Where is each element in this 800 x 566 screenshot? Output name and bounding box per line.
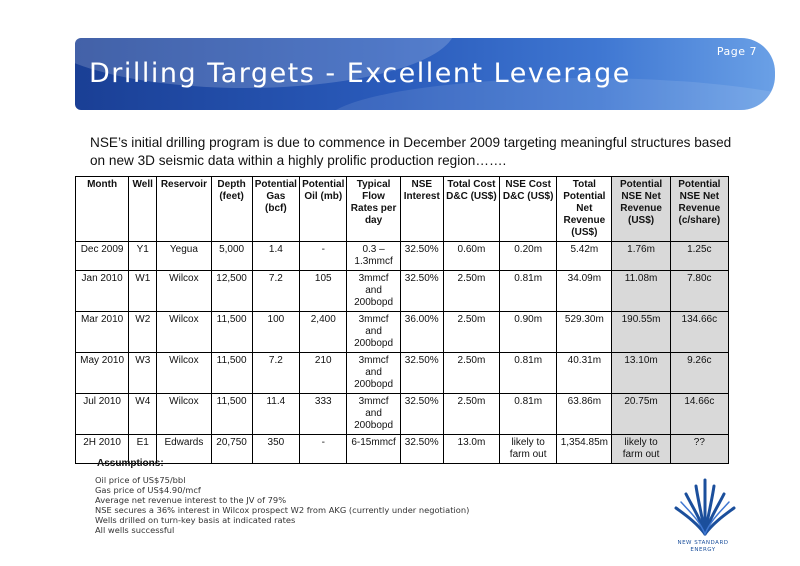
- table-cell: 34.09m: [557, 271, 612, 312]
- table-cell: 7.80c: [670, 271, 728, 312]
- assumptions-title: Assumptions:: [97, 458, 164, 469]
- table-cell: 2.50m: [443, 394, 499, 435]
- table-cell: 2,400: [300, 312, 347, 353]
- table-cell: 210: [300, 353, 347, 394]
- table-cell: 11.08m: [612, 271, 670, 312]
- table-cell: likely to farm out: [500, 435, 557, 464]
- table-cell: 12,500: [211, 271, 252, 312]
- column-header: Typical Flow Rates per day: [347, 177, 400, 242]
- table-cell: 350: [252, 435, 299, 464]
- table-row: [76, 394, 729, 435]
- table-cell: 7.2: [252, 353, 299, 394]
- table-cell: Yegua: [157, 242, 211, 271]
- table-cell: 1.4: [252, 242, 299, 271]
- table-cell: 11.4: [252, 394, 299, 435]
- table-cell: 529.30m: [557, 312, 612, 353]
- table-cell: 3mmcf and 200bopd: [347, 312, 400, 353]
- table-cell: 3mmcf and 200bopd: [347, 271, 400, 312]
- table-cell: 20,750: [211, 435, 252, 464]
- table-cell: 2.50m: [443, 353, 499, 394]
- table-cell: W4: [129, 394, 157, 435]
- table-cell: 32.50%: [400, 353, 443, 394]
- drilling-targets-table: [75, 176, 729, 464]
- table-row: [76, 242, 729, 271]
- table-cell: 9.26c: [670, 353, 728, 394]
- table-cell: May 2010: [76, 353, 129, 394]
- table-cell: 0.81m: [500, 394, 557, 435]
- table-cell: Jan 2010: [76, 271, 129, 312]
- table-cell: 1.25c: [670, 242, 728, 271]
- list-item: Gas price of US$4.90/mcf: [95, 485, 201, 495]
- table-cell: 0.60m: [443, 242, 499, 271]
- table-cell: 3mmcf and 200bopd: [347, 353, 400, 394]
- table-cell: 20.75m: [612, 394, 670, 435]
- table-cell: Edwards: [157, 435, 211, 464]
- table-cell: 1.76m: [612, 242, 670, 271]
- table-cell: 6-15mmcf: [347, 435, 400, 464]
- table-cell: 13.10m: [612, 353, 670, 394]
- list-item: NSE secures a 36% interest in Wilcox prospect W2 from AKG (currently under negotiation): [95, 505, 470, 515]
- table-cell: 333: [300, 394, 347, 435]
- column-header: Depth (feet): [211, 177, 252, 242]
- table-cell: Wilcox: [157, 312, 211, 353]
- table-cell: 32.50%: [400, 394, 443, 435]
- table-cell: Jul 2010: [76, 394, 129, 435]
- table-cell: 11,500: [211, 394, 252, 435]
- logo-text: NEW STANDARD ENERGY: [677, 540, 729, 553]
- table-row: [76, 353, 729, 394]
- header-banner: [75, 38, 775, 110]
- table-cell: 40.31m: [557, 353, 612, 394]
- table-cell: ??: [670, 435, 728, 464]
- new-standard-energy-logo-icon: [670, 470, 740, 540]
- assumptions-list: [95, 475, 469, 535]
- table-cell: 0.81m: [500, 353, 557, 394]
- table-cell: 190.55m: [612, 312, 670, 353]
- list-item: Wells drilled on turn-key basis at indicated rates: [95, 515, 296, 525]
- table-cell: Y1: [129, 242, 157, 271]
- column-header: Month: [76, 177, 129, 242]
- table-cell: 0.81m: [500, 271, 557, 312]
- table-cell: 5.42m: [557, 242, 612, 271]
- table-cell: Mar 2010: [76, 312, 129, 353]
- table-cell: 11,500: [211, 353, 252, 394]
- column-header: NSE Interest: [400, 177, 443, 242]
- table-cell: 2.50m: [443, 271, 499, 312]
- list-item: Average net revenue interest to the JV of 79%: [95, 495, 287, 505]
- intro-text: NSE’s initial drilling program is due to commence in December 2009 targeting meaningful structures based on new 3D seismic data within a highly prolific production region…….: [90, 135, 732, 168]
- table-cell: 3mmcf and 200bopd: [347, 394, 400, 435]
- table-header-row: [76, 177, 729, 242]
- column-header: Reservoir: [157, 177, 211, 242]
- table-cell: 105: [300, 271, 347, 312]
- table-cell: 13.0m: [443, 435, 499, 464]
- table-cell: 32.50%: [400, 271, 443, 312]
- page-number: Page 7: [716, 45, 757, 58]
- table-cell: 32.50%: [400, 242, 443, 271]
- table-cell: 63.86m: [557, 394, 612, 435]
- table-cell: 36.00%: [400, 312, 443, 353]
- table-cell: -: [300, 435, 347, 464]
- table-cell: 0.20m: [500, 242, 557, 271]
- table-cell: W2: [129, 312, 157, 353]
- table-cell: 2.50m: [443, 312, 499, 353]
- list-item: All wells successful: [95, 525, 175, 535]
- table-row: [76, 435, 729, 464]
- table-cell: 11,500: [211, 312, 252, 353]
- table-cell: Wilcox: [157, 394, 211, 435]
- column-header: Potential NSE Net Revenue (US$): [612, 177, 670, 242]
- table-cell: -: [300, 242, 347, 271]
- table-cell: W3: [129, 353, 157, 394]
- table-cell: 32.50%: [400, 435, 443, 464]
- column-header: Potential Oil (mb): [300, 177, 347, 242]
- list-item: Oil price of US$75/bbl: [95, 475, 186, 485]
- column-header: Well: [129, 177, 157, 242]
- table-row: [76, 271, 729, 312]
- table-cell: 5,000: [211, 242, 252, 271]
- table-cell: Wilcox: [157, 271, 211, 312]
- column-header: Potential Gas (bcf): [252, 177, 299, 242]
- column-header: Potential NSE Net Revenue (c/share): [670, 177, 728, 242]
- table-cell: E1: [129, 435, 157, 464]
- column-header: Total Potential Net Revenue (US$): [557, 177, 612, 242]
- column-header: Total Cost D&C (US$): [443, 177, 499, 242]
- table-row: [76, 312, 729, 353]
- table-cell: 134.66c: [670, 312, 728, 353]
- table-cell: 14.66c: [670, 394, 728, 435]
- table-cell: likely to farm out: [612, 435, 670, 464]
- page-title: Drilling Targets - Excellent Leverage: [89, 58, 631, 89]
- table-cell: 100: [252, 312, 299, 353]
- table-cell: 0.90m: [500, 312, 557, 353]
- table-cell: W1: [129, 271, 157, 312]
- column-header: NSE Cost D&C (US$): [500, 177, 557, 242]
- table-cell: Dec 2009: [76, 242, 129, 271]
- table-cell: 1,354.85m: [557, 435, 612, 464]
- table-cell: Wilcox: [157, 353, 211, 394]
- table-cell: 2H 2010: [76, 435, 129, 464]
- table-cell: 0.3 – 1.3mmcf: [347, 242, 400, 271]
- table-cell: 7.2: [252, 271, 299, 312]
